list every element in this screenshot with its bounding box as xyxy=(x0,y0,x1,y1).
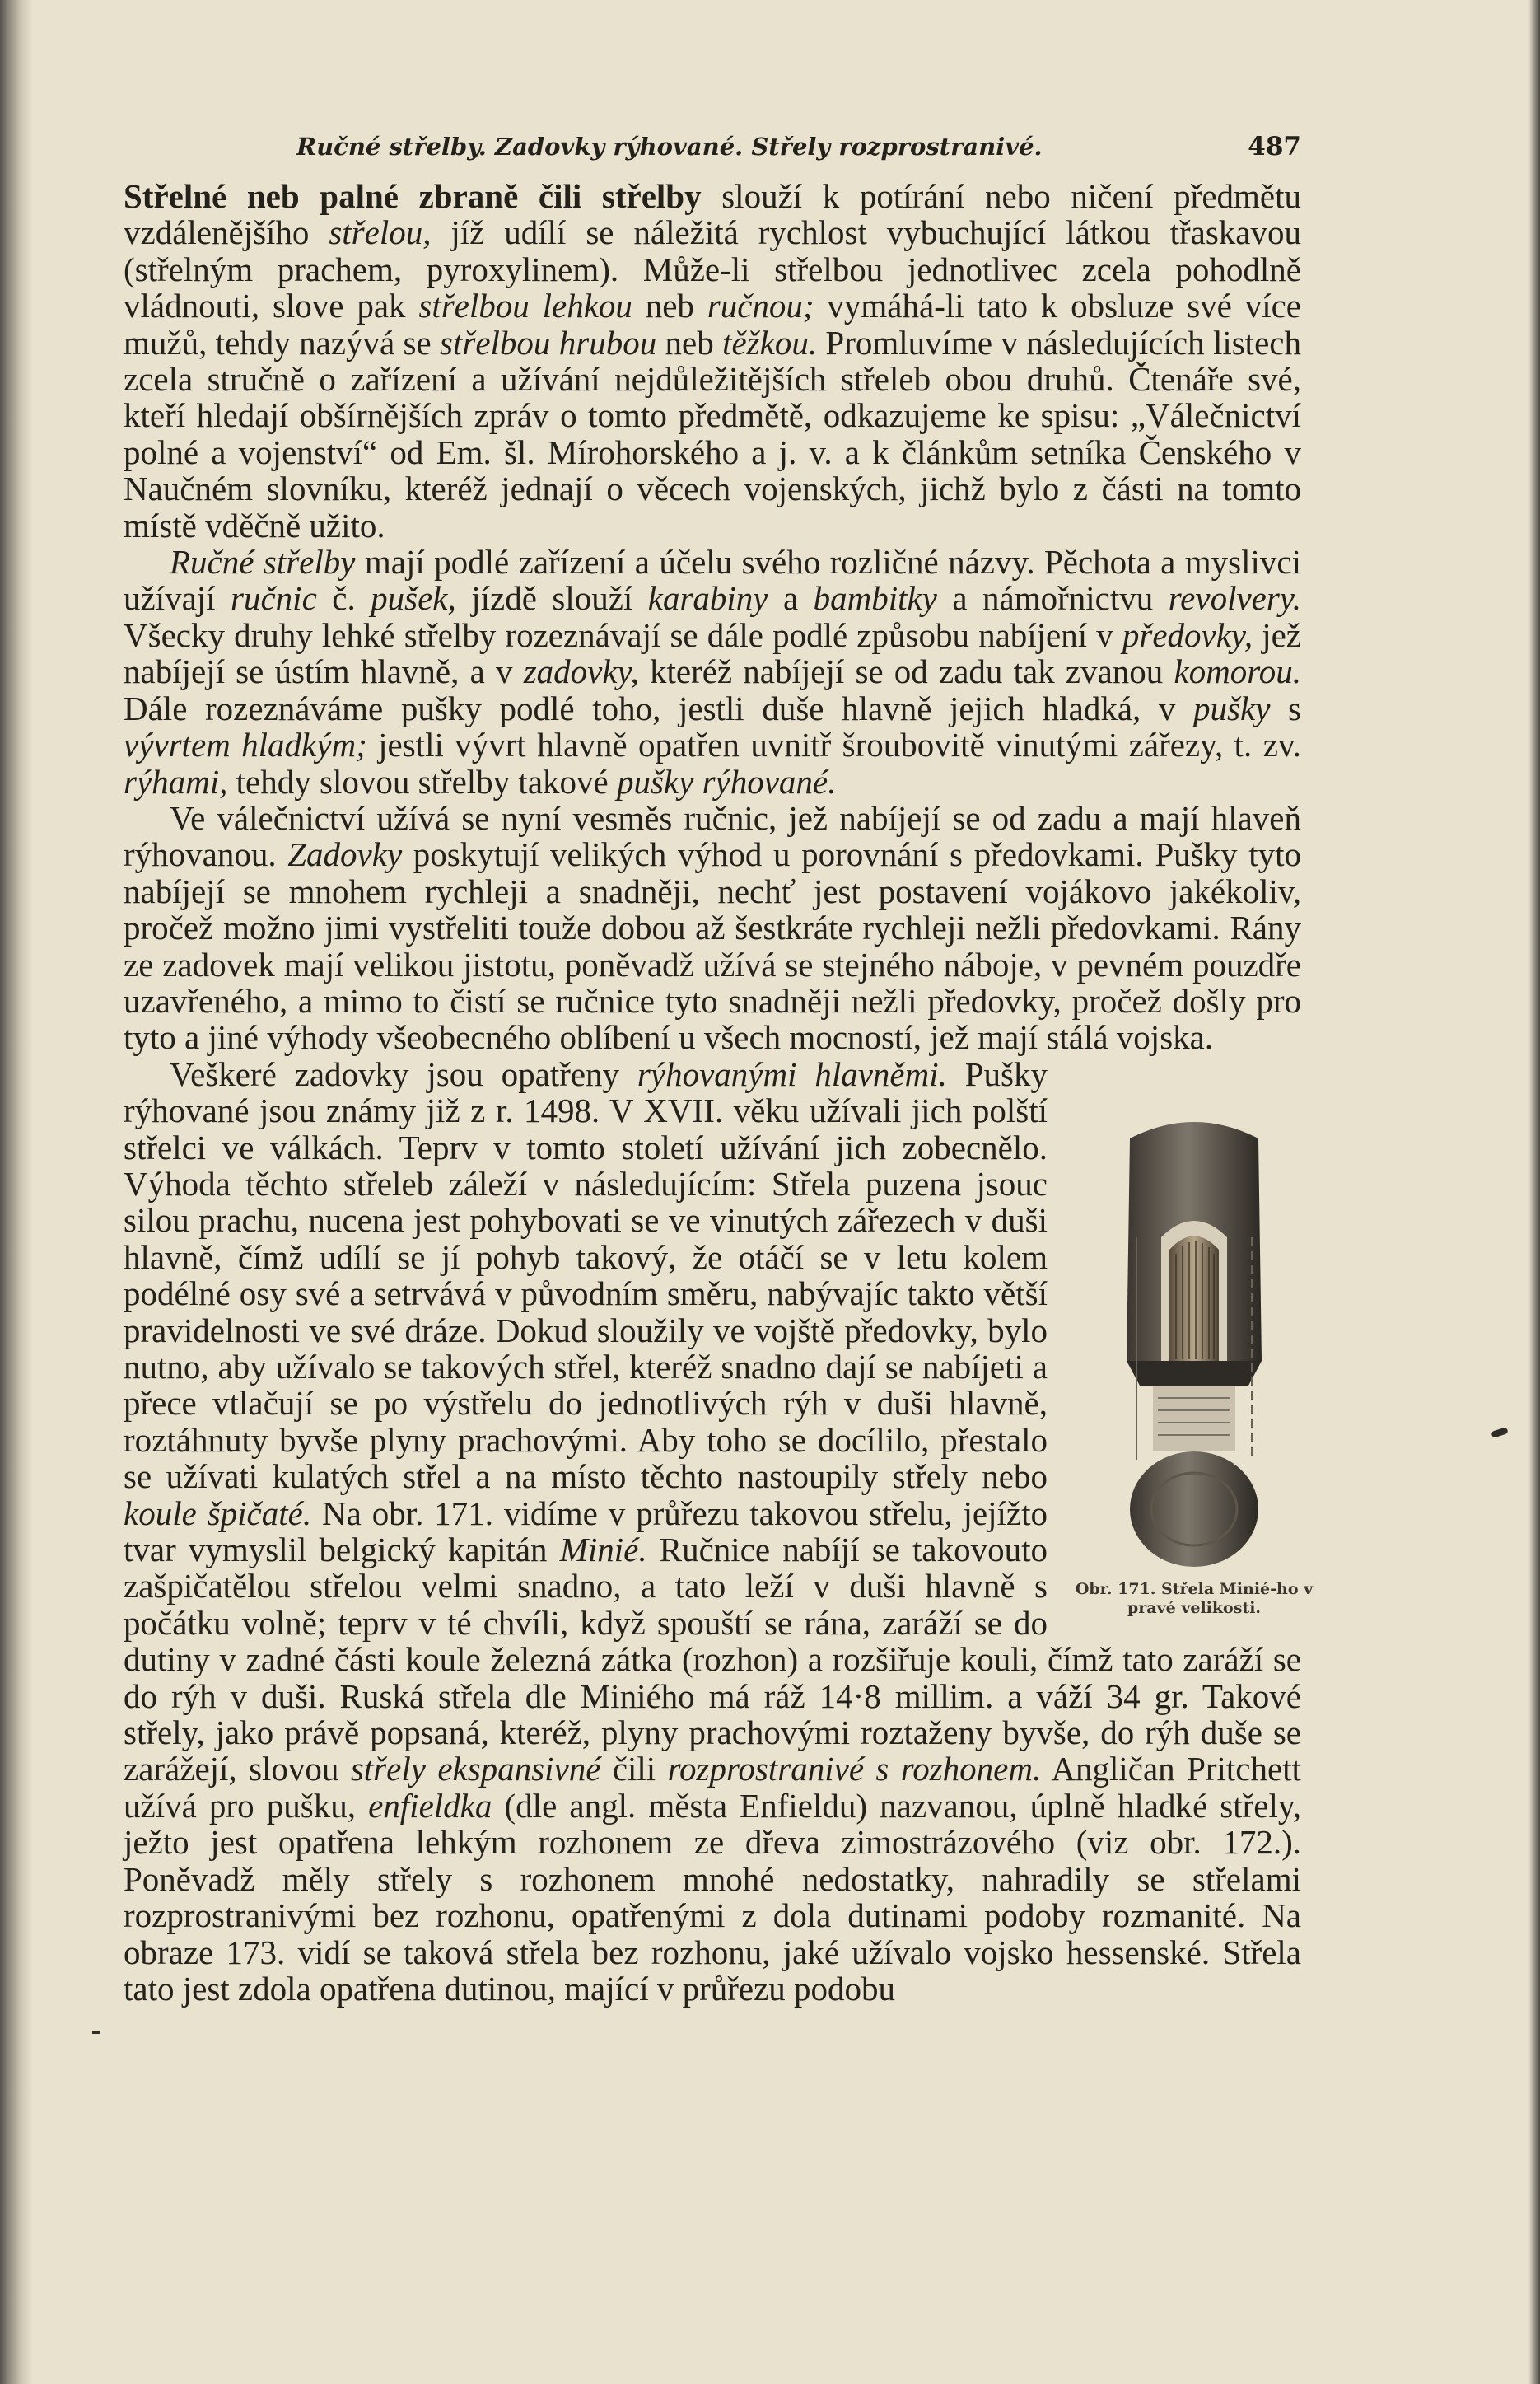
text-run: mají podlé zařízení a účelu svého rozličné názvy. Pěchota a myslivci užívají xyxy=(124,543,1302,618)
italic-term: pušky xyxy=(1193,689,1271,727)
scan-binding-edge xyxy=(0,0,33,2384)
text-run: Veškeré zadovky jsou opatřeny xyxy=(170,1054,637,1093)
italic-term: střely ekspansivné xyxy=(350,1750,601,1788)
italic-term: ručnou; xyxy=(707,287,814,325)
italic-term: enfieldka xyxy=(368,1786,492,1825)
italic-term: rýhovanými hlavněmi. xyxy=(637,1054,947,1093)
italic-term: pušky rýhované. xyxy=(616,762,837,801)
text-run: vymáhá-li tato k obsluze své více mužů, tehdy nazývá se xyxy=(124,287,1301,362)
text-run: č. xyxy=(316,579,371,618)
text-run: Ručnice nabíjí se takovouto zašpičatělou střelou velmi snadno, a tato leží v duši hlavně s počátku volně; teprv v té chvíli, když spouští se rána, zaráží se do dutiny v zadné části koule železná zátka (rozhon) a rozšiřuje kouli, čímž tato zaráží se do rýh v duši. Ruská střela dle Miniého má ráž 14·8 millim. a váží 34 gr. Takové střely, jako právě popsaná, kteréž, plyny prachovými roztaženy byvše, do rýh duše se zarážejí, slovou xyxy=(124,1531,1301,1788)
text-run: jízdě slouží xyxy=(455,579,648,618)
italic-term: revolvery. xyxy=(1168,579,1301,618)
text-run: Promluvíme v následujících listech zcela stručně o zařízení a užívání nejdůležitějších střeleb obou druhů. Čtenáře své, kteří hledají obšírnějších zpráv o tomto předmětě, odkazujeme ke spisu: „Válečnictví polné a vojenství“ od Em. šl. Mírohorského a j. v. a k článkům setníka Čenského v Naučném slovníku, kteréž jednají o věcech vojenských, jichž bylo z části na tomto místě vděčně užito. xyxy=(124,323,1301,545)
italic-term: Zadovky xyxy=(287,835,403,874)
page-number: 487 xyxy=(1248,132,1301,161)
text-run: poskytují velikých výhod u porovnání s předovkami. Pušky tyto nabíjejí se mnohem rychleji a snadněji, nechť jest postavení vojákovo jakékoliv, pročež možno jimi vystřeliti touže dobou až šestkráte rychleji nežli předovkami. Rány ze zadovek mají velikou jistotu, poněvadž užívá se stejného náboje, v pevném pouzdře uzavřeného, a mimo to čistí se ručnice tyto snadněji nežli předovky, pročež došly pro tyto a jiné výhody všeobecného oblíbení u všech mocností, jež mají stálá vojska. xyxy=(124,835,1301,1057)
figure-171 xyxy=(1062,1114,1326,1618)
italic-term: střelbou hrubou xyxy=(440,323,657,362)
text-run: jíž udílí se náležitá rychlost vybuchující látkou třaskavou (střelným prachem, pyroxylinem). Může-li střelbou jednotlivec zcela pohodlně vládnouti, slove pak xyxy=(124,213,1301,325)
paragraph xyxy=(124,544,1301,800)
running-head xyxy=(124,132,1301,178)
text-run: Dále rozeznáváme pušky podlé toho, jestli duše hlavně jejich hladká, v xyxy=(124,689,1194,727)
text-run: Ve válečnictví užívá se nyní vesměs ručnic, jež nabíjejí se od zadu a mají hlaveň rýhovanou. xyxy=(124,798,1301,874)
figure-caption: Obr. 171. Střela Minié-ho v pravé velikosti. xyxy=(1075,1579,1314,1617)
italic-term: ručnic xyxy=(231,579,317,618)
text-run: Na obr. 171. vidíme v průřezu takovou střelu, jejížto tvar vymyslil belgický kapitán xyxy=(124,1494,1048,1569)
italic-term: střelbou lehkou xyxy=(418,287,632,325)
italic-term: střelou, xyxy=(329,213,432,252)
italic-term: Ručné střelby xyxy=(170,543,356,582)
text-run: s xyxy=(1270,689,1301,727)
ink-mark-dash xyxy=(92,2031,100,2034)
ink-mark xyxy=(1491,1427,1508,1438)
paragraph xyxy=(124,800,1301,1056)
italic-term: koule špičaté. xyxy=(124,1494,312,1532)
italic-term: karabiny xyxy=(647,579,768,618)
text-run: kteréž nabíjejí se od zadu tak zvanou xyxy=(638,652,1174,691)
text-run: a námořnictvu xyxy=(936,579,1169,618)
paragraph xyxy=(124,178,1301,544)
text-run: tehdy slovou střelby takové xyxy=(227,762,617,801)
italic-term: zadovky, xyxy=(523,652,639,691)
body-text xyxy=(124,177,1314,2008)
italic-term: komorou. xyxy=(1174,652,1301,691)
italic-term: bambitky xyxy=(813,579,937,618)
text-run: čili xyxy=(600,1750,668,1788)
text-run: neb xyxy=(656,323,723,362)
text-run: Všecky druhy lehké střelby rozeznávají se dále podlé způsobu nabíjení v xyxy=(124,615,1122,654)
italic-term: pušek, xyxy=(371,579,456,618)
text-run: slouží k potírání nebo ničení předmětu vzdálenějšího xyxy=(124,177,1301,252)
italic-term: těžkou. xyxy=(722,323,818,362)
italic-term: rýhami, xyxy=(124,762,228,801)
running-head-title: Ručné střelby. Zadovky rýhované. Střely rozprostranivé. xyxy=(296,133,1043,161)
text-run: jestli vývrt hlavně opatřen uvnitř šroubovitě vinutými zářezy, t. zv. xyxy=(366,726,1301,764)
text-run: neb xyxy=(632,287,707,325)
italic-term: Minié. xyxy=(559,1531,647,1569)
text-run: jež nabíjejí se ústím hlavně, a v xyxy=(124,615,1301,691)
text-run: Pušky rýhované jsou známy již z r. 1498. V XVII. věku užívali jich polští střelci ve válkách. Teprv v tomto století užívání jich zobecnělo. Výhoda těchto střeleb záleží v následujícím: Střela puzena jsouc silou prachu, nucena jest pohybovati se ve vinutých zářezech v duši hlavně, čímž udílí se jí pohyb takový, že otáčí se v letu kolem podélné osy své a setrvává v původním směru, nabývajíc takto větší pravidelnosti ve své dráze. Dokud sloužily ve vojště předovky, bylo nutno, aby užívalo se takových střel, kteréž snadno dají se nabíjeti a přece vtlačují se po výstřelu do jednotlivých rýh v duši hlavně, roztáhnuty byvše plyny prachovými. Aby toho se docílilo, přestalo se užívati kulatých střel a na místo těchto nastoupily střely nebo xyxy=(124,1054,1048,1496)
italic-term: rozprostranivé s rozhonem. xyxy=(667,1750,1042,1788)
italic-term: vývrtem hladkým; xyxy=(124,726,367,764)
book-page xyxy=(124,132,1314,2008)
text-run: (dle angl. města Enfieldu) nazvanou, úplně hladké střely, ježto jest opatřena lehkým rozhonem ze dřeva zimostrázového (viz obr. 172.). Poněvadž měly střely s rozhonem mnohé nedostatky, nahradily se střelami rozprostranivými bez rozhonu, opatřenými z dola dutinami podoby rozmanité. Na obraze 173. vidí se taková střela bez rozhonu, jaké užívalo vojsko hessenské. Střela tato jest zdola opatřena dutinou, mající v průřezu podobu xyxy=(124,1786,1301,2008)
text-run: Angličan Pritchett užívá pro pušku, xyxy=(124,1750,1301,1825)
italic-term: předovky, xyxy=(1122,615,1253,654)
bullet-cross-section-illustration xyxy=(1104,1114,1285,1575)
text-run: a xyxy=(768,579,814,618)
scan-right-edge xyxy=(1528,0,1540,2384)
bold-term: Střelné neb palné zbraně čili střelby xyxy=(124,177,702,215)
